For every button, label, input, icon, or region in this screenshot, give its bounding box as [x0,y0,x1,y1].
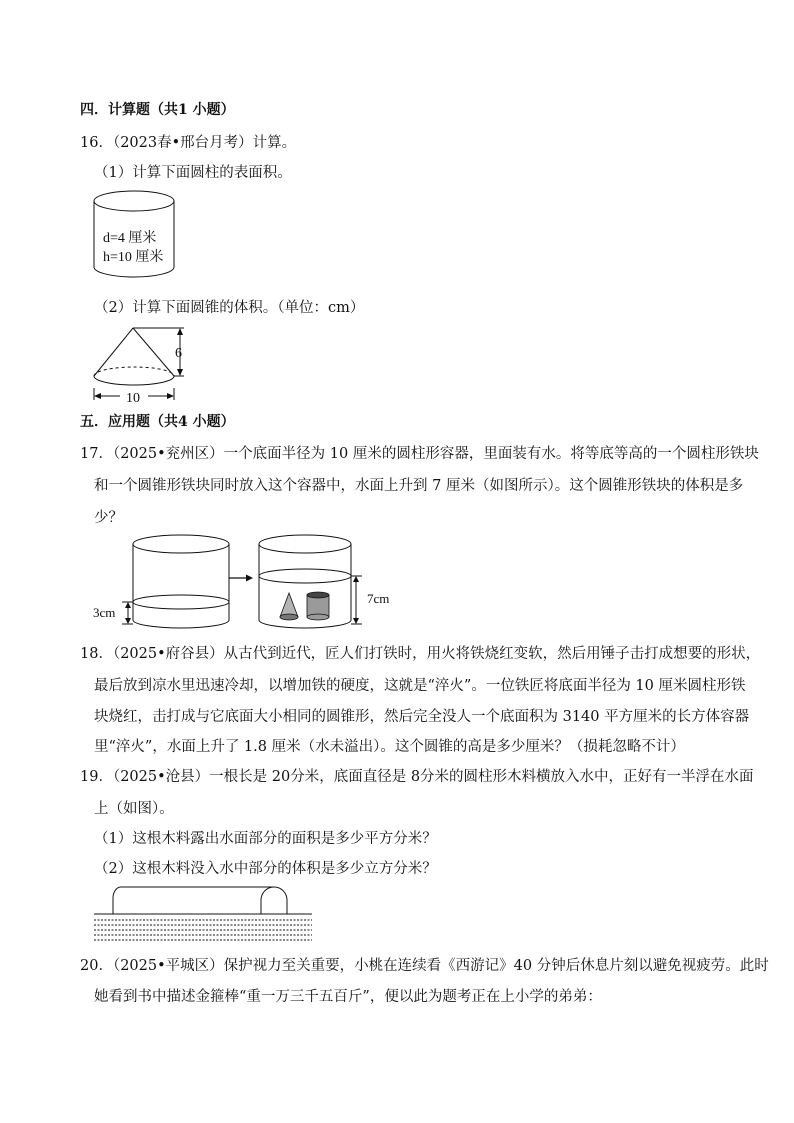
q19-part2: （2）这根木料没入水中部分的体积是多少立方分米？ [94,861,437,877]
q18-line2: 最后放到凉水里迅速冷却，以增加铁的硬度，这就是“淬火”。一位铁匠将底面半径为 10 厘米圆柱形铁 [94,678,746,694]
container-before-figure [92,533,232,633]
q19-part1: （1）这根木料露出水面部分的面积是多少平方分米？ [94,831,437,847]
cone-diameter-label: 10 [126,391,140,406]
cone-height-label: 6 [175,346,182,361]
q16-stem: 16．（2023春•邢台月考）计算。 [80,135,297,151]
q19-line2: 上（如图）。 [94,801,174,817]
arrow-icon [228,573,254,583]
cylinder-figure [93,190,177,280]
cone-figure [90,326,200,406]
q17-line3: 少？ [94,510,123,526]
q16-part1: （1）计算下面圆柱的表面积。 [94,165,292,181]
container-after-figure [258,533,398,633]
section-heading-application: 五．应用题（共4 小题） [80,414,235,430]
q20-line2: 她看到书中描述金箍棒“重一万三千五百斤”，便以此为题考正在上小学的弟弟： [94,989,602,1005]
floating-log-figure [94,886,314,946]
q19-line1: 19．（2025•沧县）一根长是 20分米，底面直径是 8分米的圆柱形木料横放入水中，正好有一半浮在水面 [80,769,754,785]
water-level-before-label: 3cm [93,605,116,620]
q16-part2: （2）计算下面圆锥的体积。（单位：cm） [94,300,365,316]
q20-line1: 20．（2025•平城区）保护视力至关重要，小桃在连续看《西游记》40 分钟后休息片刻以避免视疲劳。此时 [80,958,769,974]
water-level-after-label: 7cm [367,591,390,606]
cylinder-diameter-label: d=4 厘米 [103,231,157,246]
q18-line3: 块烧红，击打成与它底面大小相同的圆锥形，然后完全没人一个底面积为 3140 平方厘米的长方体容器 [94,709,750,725]
q18-line4: 里“淬火”，水面上升了 1.8 厘米（水未溢出）。这个圆锥的高是多少厘米？（损耗忽略不计） [94,739,685,755]
cylinder-height-label: h=10 厘米 [103,250,164,265]
q17-line1: 17．（2025•兖州区）一个底面半径为 10 厘米的圆柱形容器，里面装有水。将等底等高的一个圆柱形铁块 [80,446,759,462]
q18-line1: 18．（2025•府谷县）从古代到近代，匠人们打铁时，用火将铁烧红变软，然后用锤子击打成想要的形状， [80,646,761,662]
q17-line2: 和一个圆锥形铁块同时放入这个容器中，水面上升到 7 厘米（如图所示）。这个圆锥形铁块的体积是多 [94,478,744,494]
section-heading-calculation: 四．计算题（共1 小题） [80,102,235,118]
